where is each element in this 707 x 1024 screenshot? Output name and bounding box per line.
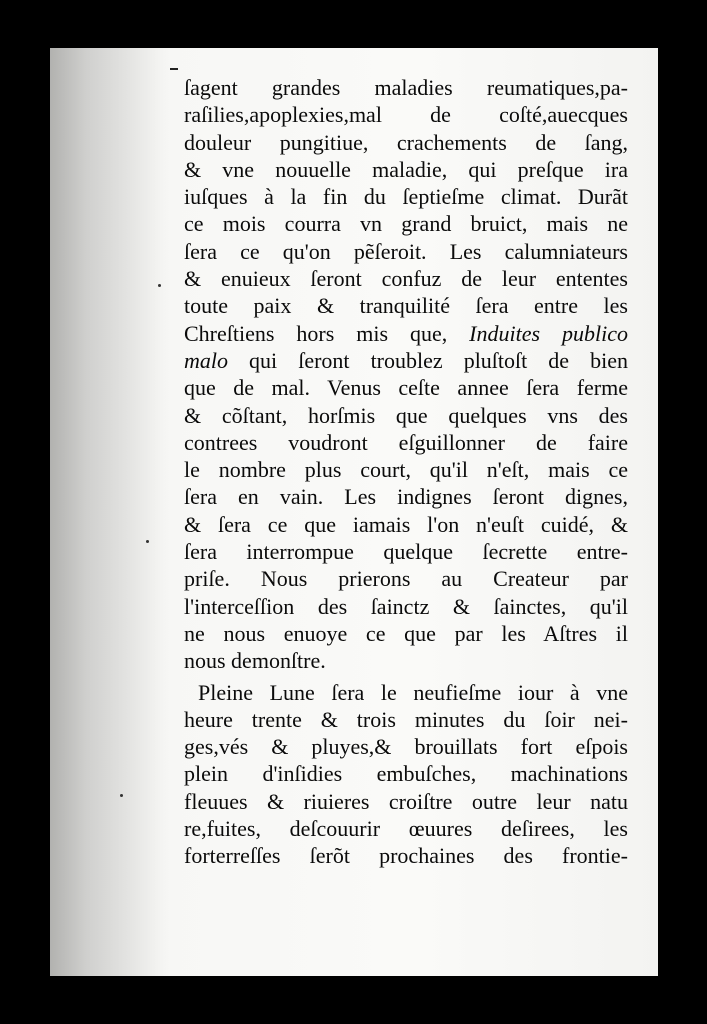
text-line: ges,vés & pluyes,& brouillats fort eſpois	[184, 734, 628, 760]
text-segment: Chreſtiens hors mis que,	[184, 320, 448, 346]
text-line: toute paix & tranquilité ſera entre les	[184, 293, 628, 319]
ink-speck	[120, 794, 123, 797]
text-line: ſagent grandes maladies reumatiques,pa-	[184, 75, 628, 100]
text-line: ne nous enuoye ce que par les Aſtres il	[184, 620, 628, 646]
text-line: contrees voudront eſguillonner de faire	[184, 429, 628, 455]
text-line: raſilies,apoplexies,mal de coſté,auecques	[184, 102, 628, 128]
text-line: ſera interrompue quelque ſecrette entre-	[184, 539, 628, 565]
ink-speck	[146, 540, 149, 543]
text-line-with-italic	[184, 347, 628, 374]
book-page	[50, 48, 658, 976]
italic-phrase: malo	[184, 347, 228, 373]
text-line: l'interceſſion des ſainctz & ſainctes, qu'il	[184, 593, 628, 619]
text-line: douleur pungitiue, crachements de ſang,	[184, 129, 628, 155]
italic-phrase: Induites publico	[469, 320, 628, 346]
text-line: ſera ce qu'on pẽſeroit. Les calumniateurs	[184, 238, 628, 264]
text-segment: qui ſeront troublez pluſtoſt de bien	[249, 347, 628, 373]
text-line: & vne nouuelle maladie, qui preſque ira	[184, 156, 628, 182]
ink-speck	[158, 284, 161, 287]
text-line: que de mal. Venus ceſte annee ſera ferme	[184, 375, 628, 401]
text-line: re,fuites, deſcouurir œuures deſirees, les	[184, 816, 628, 842]
body-text	[184, 74, 628, 870]
text-line: & enuieux ſeront confuz de leur ententes	[184, 266, 628, 292]
text-line: ce mois courra vn grand bruict, mais ne	[184, 211, 628, 237]
text-line: Pleine Lune ſera le neufieſme iour à vne	[198, 679, 628, 705]
text-line: & ſera ce que iamais l'on n'euſt cuidé, &	[184, 511, 628, 537]
text-line: priſe. Nous prierons au Createur par	[184, 566, 628, 592]
text-line: le nombre plus court, qu'il n'eſt, mais ce	[184, 457, 628, 483]
text-line: plein d'inſidies embuſches, machinations	[184, 761, 628, 787]
text-line: nous demonſtre.	[184, 648, 326, 674]
text-line: forterreſſes ſerõt prochaines des frontie-	[184, 843, 628, 869]
text-line: heure trente & trois minutes du ſoir nei-	[184, 706, 628, 732]
text-line: & cõſtant, horſmis que quelques vns des	[184, 402, 628, 428]
text-line: fleuues & riuieres croiſtre outre leur natu	[184, 788, 628, 814]
page-mark	[170, 68, 178, 70]
text-line: iuſques à la fin du ſeptieſme climat. Durãt	[184, 184, 628, 210]
text-line-with-italic	[184, 320, 628, 347]
text-line: ſera en vain. Les indignes ſeront dignes,	[184, 484, 628, 510]
